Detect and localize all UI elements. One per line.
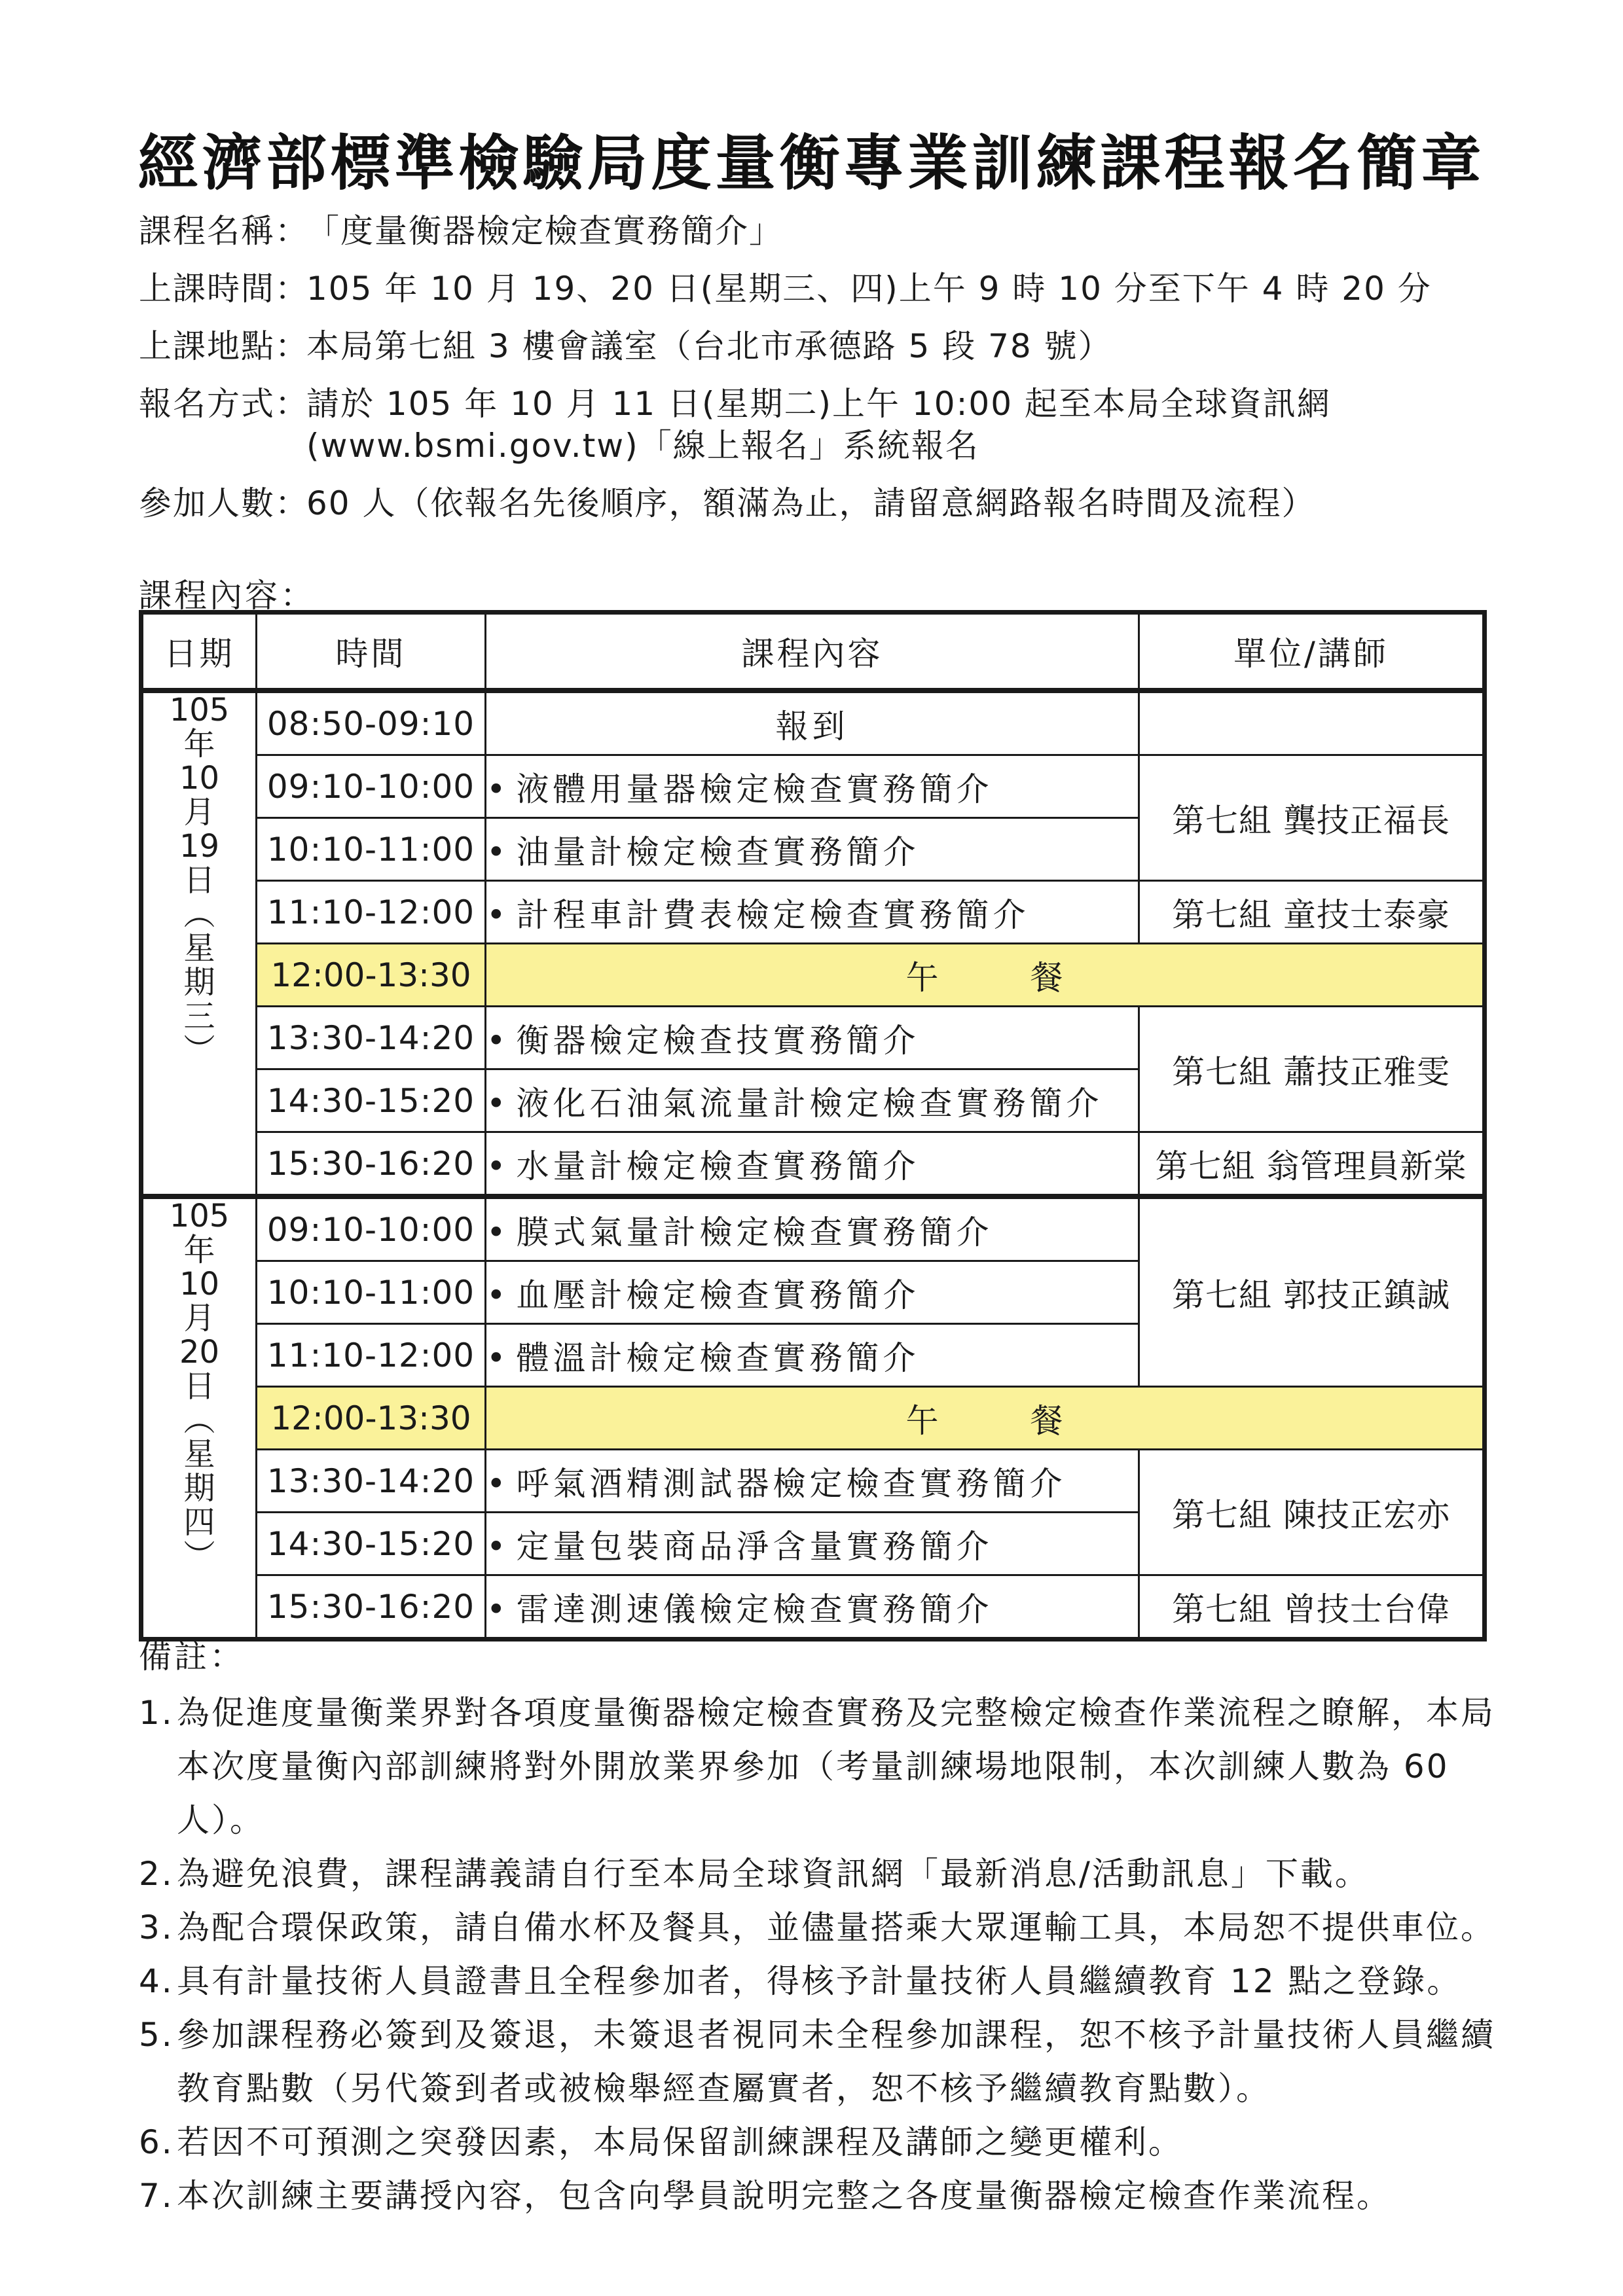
time-cell: 14:30-15:20 xyxy=(257,1513,486,1575)
info-registration-cont xyxy=(139,427,1527,465)
date-line: 期 xyxy=(183,964,215,1001)
note-text: 為避免浪費，課程講義請自行至本局全球資訊網「最新消息/活動訊息」下載。 xyxy=(177,1855,1370,1893)
lunch-label: 午 xyxy=(905,1401,939,1440)
date-line: 三 xyxy=(183,998,215,1035)
note-number: 6. xyxy=(139,2123,174,2161)
header-course: 課程內容 xyxy=(486,613,1139,691)
date-line: 星 xyxy=(183,930,215,967)
note-text: 為促進度量衡業界對各項度量衡器檢定檢查實務及完整檢定檢查作業流程之瞭解，本局本次度量衡內部訓練將對外開放業界參加（考量訓練場地限制，本次訓練人數為 60 人）。 xyxy=(177,1694,1495,1839)
date-line: 月 xyxy=(183,794,215,831)
course-title: 水量計檢定檢查實務簡介 xyxy=(516,1147,920,1185)
time-cell: 08:50-09:10 xyxy=(257,691,486,755)
note-number: 2. xyxy=(139,1855,174,1893)
table-row xyxy=(141,691,1485,755)
date-line: 20 xyxy=(179,1334,220,1371)
document-title: 經濟部標準檢驗局度量衡專業訓練課程報名簡章 xyxy=(137,128,1486,198)
lunch-label: 餐 xyxy=(1030,1401,1063,1440)
note-text: 本次訓練主要講授內容，包含向學員說明完整之各度量衡器檢定檢查作業流程。 xyxy=(177,2177,1391,2215)
course-cell xyxy=(486,1324,1139,1387)
info-class-time xyxy=(139,270,1527,308)
time-cell: 13:30-14:20 xyxy=(257,1450,486,1513)
info-label: 課程名稱： xyxy=(139,212,309,250)
info-value: 請於 105 年 10 月 11 日(星期二)上午 10:00 起至本局全球資訊網 xyxy=(306,385,1331,423)
lunch-cell xyxy=(486,944,1485,1007)
time-cell: 13:30-14:20 xyxy=(257,1007,486,1069)
instructor-cell: 第七組 童技士泰豪 xyxy=(1139,881,1485,944)
note-item xyxy=(139,1686,1527,1847)
instructor-cell: 第七組 郭技正鎮誠 xyxy=(1139,1196,1485,1387)
course-cell xyxy=(486,1196,1139,1261)
bullet-icon: • xyxy=(486,1021,510,1060)
bullet-icon: • xyxy=(486,1590,510,1628)
time-cell: 15:30-16:20 xyxy=(257,1575,486,1640)
course-info xyxy=(139,212,1527,545)
date-line: ︶ xyxy=(183,1538,215,1575)
info-registration xyxy=(139,385,1527,423)
note-text: 若因不可預測之突發因素，本局保留訓練課程及講師之變更權利。 xyxy=(177,2123,1183,2161)
date-line: 日 xyxy=(183,862,215,899)
course-cell xyxy=(486,1007,1139,1069)
info-indent xyxy=(139,429,306,462)
bullet-icon: • xyxy=(486,770,510,808)
instructor-cell: 第七組 蕭技正雅雯 xyxy=(1139,1007,1485,1132)
note-item xyxy=(139,1847,1527,1901)
bullet-icon: • xyxy=(486,1084,510,1122)
course-title: 衡器檢定檢查技實務簡介 xyxy=(516,1021,920,1060)
note-item xyxy=(139,1901,1527,1954)
table-row xyxy=(141,944,1485,1007)
date-line: 19 xyxy=(179,828,220,865)
bullet-icon: • xyxy=(486,1464,510,1503)
date-line: 年 xyxy=(183,1232,215,1268)
info-label: 上課時間： xyxy=(139,270,309,308)
date-line: 105 xyxy=(169,1198,230,1234)
bullet-icon: • xyxy=(486,1276,510,1314)
note-item xyxy=(139,2169,1527,2223)
course-title: 定量包裝商品淨含量實務簡介 xyxy=(516,1527,993,1566)
date-line: 105 xyxy=(169,692,230,728)
note-number: 3. xyxy=(139,1909,174,1946)
info-value: 「度量衡器檢定檢查實務簡介」 xyxy=(306,212,783,250)
course-title: 油量計檢定檢查實務簡介 xyxy=(516,833,920,871)
date-cell xyxy=(141,1196,257,1640)
note-item xyxy=(139,2008,1527,2115)
header-date: 日期 xyxy=(141,613,257,691)
instructor-cell: 第七組 翁管理員新棠 xyxy=(1139,1132,1485,1197)
time-cell: 10:10-11:00 xyxy=(257,818,486,881)
lunch-cell xyxy=(486,1387,1485,1450)
bullet-icon: • xyxy=(486,833,510,871)
schedule-body xyxy=(141,691,1485,1640)
date-cell xyxy=(141,691,257,1196)
notes-title: 備註： xyxy=(139,1638,245,1676)
lunch-label: 午 xyxy=(905,958,939,997)
note-item xyxy=(139,1954,1527,2008)
bullet-icon: • xyxy=(486,1527,510,1566)
date-line: 四 xyxy=(183,1504,215,1541)
time-cell: 09:10-10:00 xyxy=(257,755,486,818)
notes-section xyxy=(139,1630,1527,2223)
table-row xyxy=(141,881,1485,944)
bullet-icon: • xyxy=(486,1338,510,1377)
info-label: 上課地點： xyxy=(139,327,309,365)
course-title: 呼氣酒精測試器檢定檢查實務簡介 xyxy=(516,1464,1067,1503)
instructor-cell: 第七組 龔技正福長 xyxy=(1139,755,1485,881)
info-location xyxy=(139,327,1527,365)
course-title: 血壓計檢定檢查實務簡介 xyxy=(516,1276,920,1314)
course-content-label: 課程內容： xyxy=(139,577,316,615)
table-row xyxy=(141,755,1485,818)
time-cell: 15:30-16:20 xyxy=(257,1132,486,1197)
date-line: ︵ xyxy=(183,1402,215,1439)
note-text: 為配合環保政策，請自備水杯及餐具，並儘量搭乘大眾運輸工具，本局恕不提供車位。 xyxy=(177,1909,1495,1946)
time-cell: 11:10-12:00 xyxy=(257,881,486,944)
header-time: 時間 xyxy=(257,613,486,691)
instructor-cell xyxy=(1139,691,1485,755)
table-row xyxy=(141,1450,1485,1513)
note-number: 1. xyxy=(139,1694,174,1732)
course-cell xyxy=(486,1513,1139,1575)
date-line: ︵ xyxy=(183,896,215,933)
info-value: 105 年 10 月 19、20 日(星期三、四)上午 9 時 10 分至下午 4 時 20 分 xyxy=(306,270,1432,308)
note-text: 具有計量技術人員證書且全程參加者，得核予計量技術人員繼續教育 12 點之登錄。 xyxy=(177,1962,1462,2000)
header-instructor: 單位/講師 xyxy=(1139,613,1485,691)
info-capacity xyxy=(139,484,1527,522)
time-cell: 11:10-12:00 xyxy=(257,1324,486,1387)
date-line: 期 xyxy=(183,1470,215,1507)
time-cell: 12:00-13:30 xyxy=(257,944,486,1007)
table-row xyxy=(141,1132,1485,1197)
instructor-cell: 第七組 曾技士台偉 xyxy=(1139,1575,1485,1640)
time-cell: 12:00-13:30 xyxy=(257,1387,486,1450)
course-title: 雷達測速儀檢定檢查實務簡介 xyxy=(516,1590,993,1628)
registration-link-text[interactable]: (www.bsmi.gov.tw)「線上報名」系統報名 xyxy=(306,427,979,465)
time-cell: 09:10-10:00 xyxy=(257,1196,486,1261)
table-row xyxy=(141,1007,1485,1069)
info-value: 60 人（依報名先後順序，額滿為止，請留意網路報名時間及流程） xyxy=(306,484,1316,522)
table-header-row xyxy=(141,613,1485,691)
course-title: 體溫計檢定檢查實務簡介 xyxy=(516,1338,920,1377)
course-title: 計程車計費表檢定檢查實務簡介 xyxy=(516,895,1030,934)
instructor-cell: 第七組 陳技正宏亦 xyxy=(1139,1450,1485,1575)
time-cell: 14:30-15:20 xyxy=(257,1069,486,1132)
date-line: ︶ xyxy=(183,1032,215,1069)
time-cell: 10:10-11:00 xyxy=(257,1261,486,1324)
note-item xyxy=(139,2115,1527,2169)
date-line: 10 xyxy=(179,760,220,797)
schedule-table xyxy=(139,610,1487,1641)
note-number: 4. xyxy=(139,1962,174,2000)
note-number: 5. xyxy=(139,2016,174,2054)
course-cell xyxy=(486,755,1139,818)
notes-list xyxy=(139,1686,1527,2223)
bullet-icon: • xyxy=(486,1213,510,1251)
info-label: 報名方式： xyxy=(139,385,309,423)
date-line: 日 xyxy=(183,1368,215,1405)
info-course-name xyxy=(139,212,1527,250)
course-title: 報到 xyxy=(775,707,849,745)
course-cell xyxy=(486,881,1139,944)
date-line: 月 xyxy=(183,1300,215,1336)
bullet-icon: • xyxy=(486,895,510,934)
course-cell xyxy=(486,1261,1139,1324)
date-line: 10 xyxy=(179,1266,220,1302)
table-row xyxy=(141,1387,1485,1450)
course-title: 膜式氣量計檢定檢查實務簡介 xyxy=(516,1213,993,1251)
table-row xyxy=(141,1196,1485,1261)
course-title: 液化石油氣流量計檢定檢查實務簡介 xyxy=(516,1084,1103,1122)
lunch-label: 餐 xyxy=(1030,958,1063,997)
course-cell xyxy=(486,691,1139,755)
bullet-icon: • xyxy=(486,1147,510,1185)
note-number: 7. xyxy=(139,2177,174,2215)
info-label: 參加人數： xyxy=(139,484,309,522)
course-cell xyxy=(486,818,1139,881)
date-line: 星 xyxy=(183,1436,215,1473)
course-title: 液體用量器檢定檢查實務簡介 xyxy=(516,770,993,808)
course-cell xyxy=(486,1069,1139,1132)
course-cell xyxy=(486,1450,1139,1513)
date-line: 年 xyxy=(183,726,215,762)
note-text: 參加課程務必簽到及簽退，未簽退者視同未全程參加課程，恕不核予計量技術人員繼續教育點數（另代簽到者或被檢舉經查屬實者，恕不核予繼續教育點數）。 xyxy=(177,2016,1495,2108)
info-value: 本局第七組 3 樓會議室（台北市承德路 5 段 78 號） xyxy=(306,327,1112,365)
course-cell xyxy=(486,1132,1139,1197)
